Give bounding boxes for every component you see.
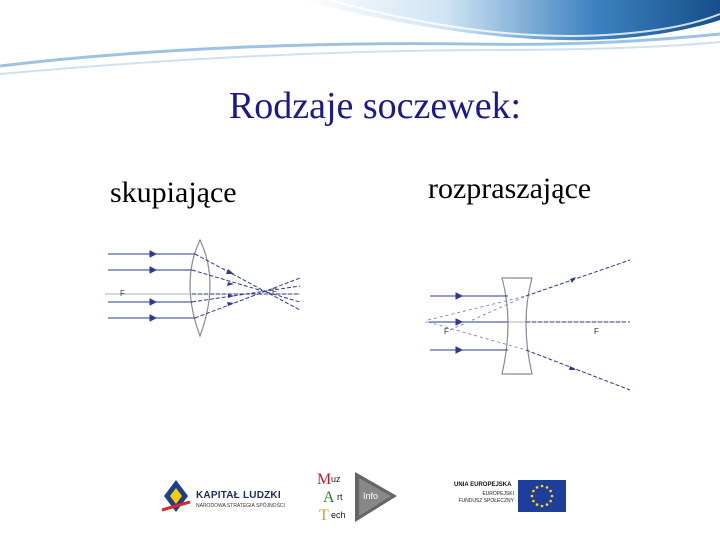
svg-text:T: T <box>319 507 329 524</box>
muzartinfo-logo <box>315 468 400 524</box>
svg-text:uz: uz <box>331 474 341 484</box>
kapital-ludzki-emblem-icon <box>160 476 192 516</box>
converging-lens-diagram <box>100 232 310 348</box>
kapital-ludzki-name: KAPITAŁ LUDZKI <box>196 490 281 501</box>
kapital-ludzki-subtitle: NARODOWA STRATEGIA SPÓJNOŚCI <box>196 503 285 509</box>
svg-text:A: A <box>323 489 335 506</box>
focus-label-left: F <box>120 289 125 298</box>
diverging-lens-heading: rozpraszające <box>428 172 592 205</box>
ue-title: UNIA EUROPEJSKA <box>454 482 512 488</box>
slide-title: Rodzaje soczewek: <box>228 85 522 127</box>
kapital-ludzki-logo <box>160 476 285 516</box>
incident-rays <box>430 293 508 353</box>
ue-fund-line2: FUNDUSZ SPOŁECZNY <box>458 498 514 504</box>
unia-europejska-logo <box>448 478 568 514</box>
svg-text:ech: ech <box>331 510 346 520</box>
top-wave-banner <box>0 0 720 80</box>
svg-text:M: M <box>317 471 332 488</box>
focus-label-right: F <box>272 287 277 296</box>
svg-text:Info: Info <box>363 491 379 501</box>
converging-lens-heading: skupiające <box>110 176 237 209</box>
focus-label-right: F <box>594 327 599 336</box>
concave-lens <box>502 278 532 374</box>
virtual-rays <box>428 296 526 350</box>
incident-rays <box>108 251 195 321</box>
focus-label-left: F <box>444 327 449 336</box>
svg-text:rt: rt <box>337 492 343 502</box>
diverging-lens-diagram <box>420 250 645 395</box>
ue-fund-line1: EUROPEJSKI <box>482 491 514 497</box>
eu-flag-icon <box>518 480 566 512</box>
refracted-rays <box>526 260 630 390</box>
